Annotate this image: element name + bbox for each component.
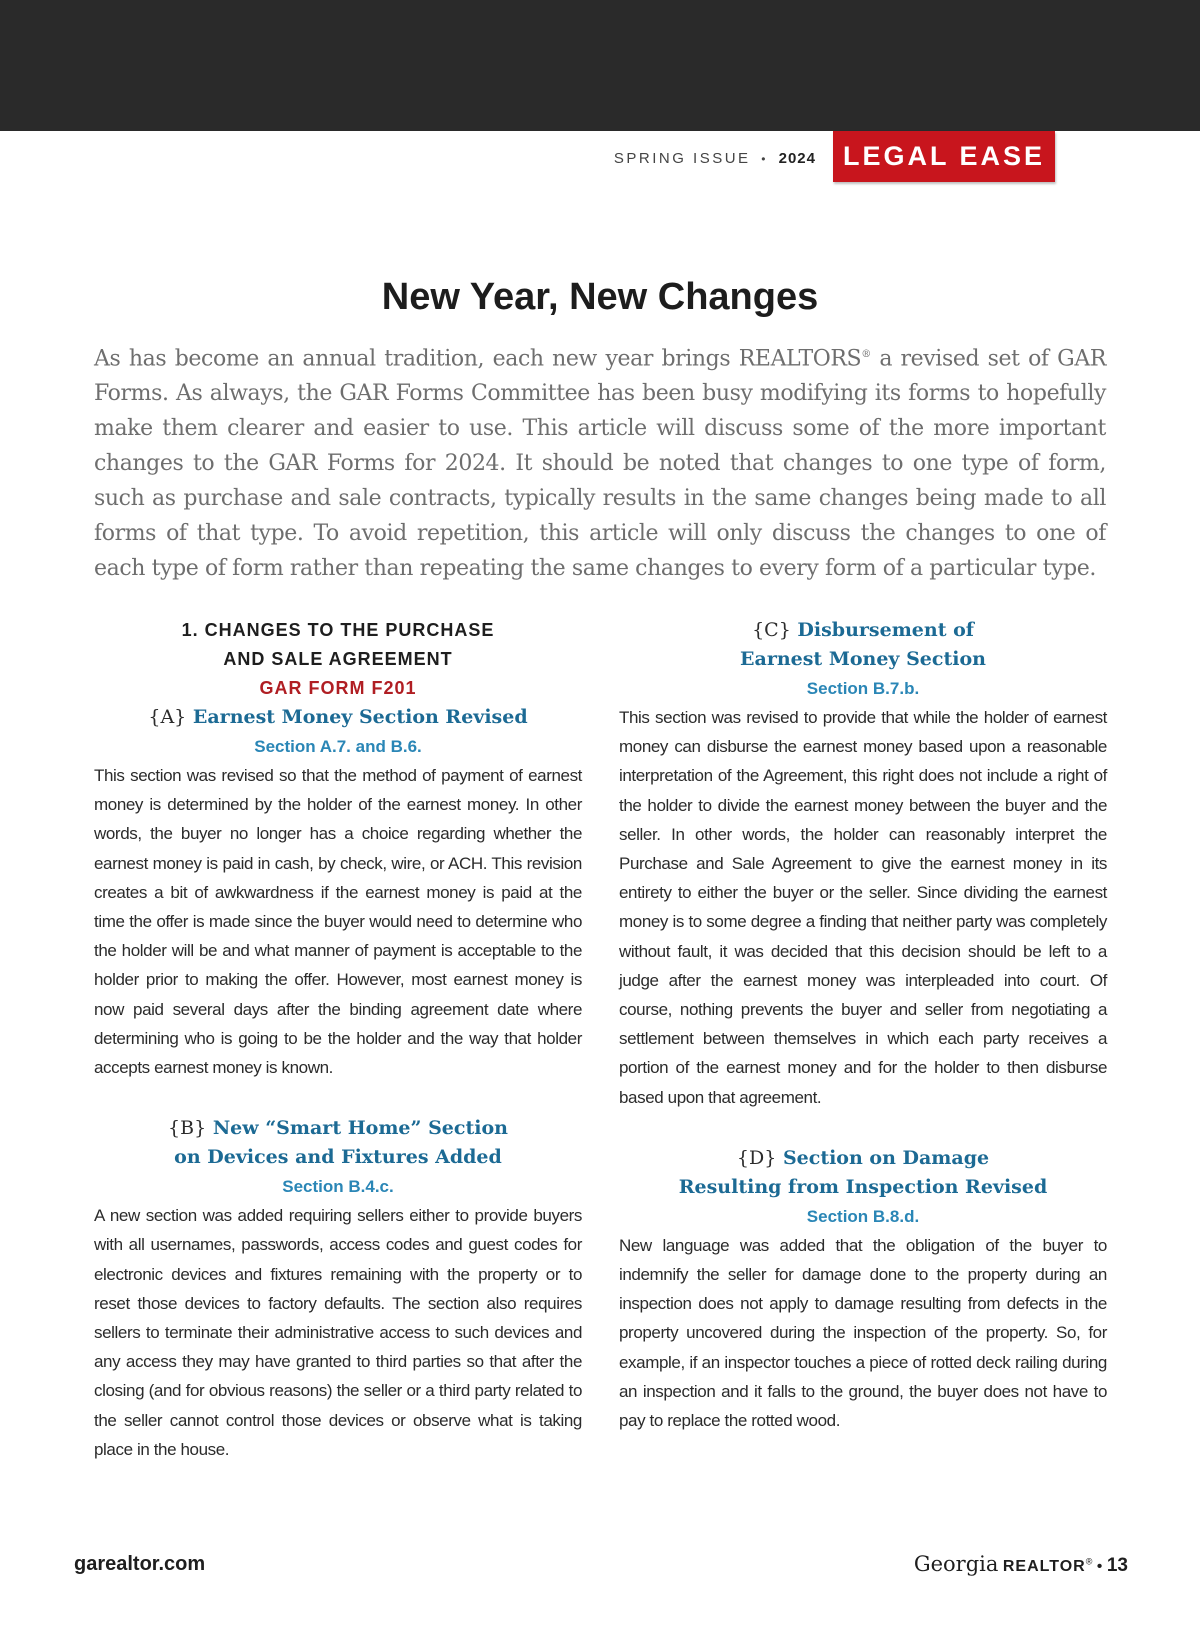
page-number: 13 bbox=[1106, 1555, 1128, 1576]
form-label: GAR FORM F201 bbox=[259, 678, 417, 698]
spacer bbox=[619, 1112, 1107, 1144]
subsection-c-body: This section was revised to provide that while the holder of earnest money can disburse the earnest money based upon a reasonable interpretation of the Agreement, this right does not include a right of the holder to divide the earnest money between the buyer and the seller. In other words, the holder can reasonably interpret the Purchase and Sale Agreement to give the earnest money in its entirety to either the buyer or the seller. Since dividing the earnest money is to some degree a finding that neither party was completely without fault, it was decided that this decision should be left to a judge after the earnest money was interpleaded into court. Of course, nothing prevents the buyer and seller from negotiating a settlement between themselves in which each party receives a portion of the earnest money and for the holder to then disburse based upon that agreement. bbox=[619, 708, 1107, 1107]
top-banner bbox=[0, 0, 1200, 131]
registered-mark: ® bbox=[861, 349, 871, 360]
subsection-c-title bbox=[619, 616, 1107, 645]
footer-publication bbox=[914, 1552, 1128, 1577]
article-intro bbox=[94, 337, 1106, 586]
right-column bbox=[619, 616, 1107, 1435]
issue-year: 2024 bbox=[778, 150, 816, 167]
subsection-a-title-text: Earnest Money Section Revised bbox=[192, 706, 528, 728]
subsection-a-body: This section was revised so that the method of payment of earnest money is determined by the holder of the earnest money. In other words, the buyer no longer has a choice regarding whether the earnest money is paid in cash, by check, wire, or ACH. This revision creates a bit of awkwardness if the earnest money is paid at the time the offer is made since the buyer would need to determine who the holder will be and what manner of payment is acceptable to the holder prior to making the offer. However, most earnest money is now paid several days after the binding agreement date where determining who is going to be the holder and the way that holder accepts earnest money is known. bbox=[94, 766, 582, 1078]
website-link[interactable]: garealtor.com bbox=[74, 1553, 206, 1575]
subsection-c-title-line2: Earnest Money Section bbox=[740, 648, 986, 670]
intro-text-rest: a revised set of GAR Forms. As always, the GAR Forms Committee has been busy modifying its forms to hopefully make them clearer and easier to use. This article will discuss some of the more important changes to the GAR Forms for 2024. It should be noted that changes to one type of form, such as purchase and sale contracts, typically results in the same changes being made to all forms of that type. To avoid repetition, this article will only discuss the changes to one of each type of form rather than repeating the same changes to every form of a particular type. bbox=[94, 346, 1106, 582]
issue-season: SPRING ISSUE bbox=[613, 150, 751, 167]
issue-label bbox=[614, 150, 816, 167]
subsection-b-title-line1: New “Smart Home” Section bbox=[212, 1117, 508, 1140]
subsection-b-body: A new section was added requiring sellers either to provide buyers with all usernames, passwords, access codes and guest codes for electronic devices and fixtures remaining with the property or to reset those devices to factory defaults. The section also requires sellers to terminate their administrative access to such devices and any access they may have granted to third parties so that after the closing (and for obvious reasons) the seller or a third party related to the seller cannot control those devices or observe what is taking place in the house. bbox=[94, 1206, 582, 1459]
subsection-c-letter: {C} bbox=[752, 619, 791, 641]
section-1-heading-line1: 1. CHANGES TO THE PURCHASE bbox=[181, 620, 495, 640]
subsection-c-title-line1: Disbursement of bbox=[797, 619, 974, 641]
subsection-b-letter: {B} bbox=[168, 1117, 207, 1140]
issue-separator: • bbox=[761, 152, 768, 166]
subsection-d-section-ref: Section B.8.d. bbox=[806, 1206, 920, 1226]
left-column bbox=[94, 616, 582, 1464]
subsection-a-letter: {A} bbox=[148, 706, 187, 728]
subsection-b-title-line2: on Devices and Fixtures Added bbox=[174, 1146, 502, 1169]
article-title: New Year, New Changes bbox=[381, 276, 819, 318]
subsection-a-title bbox=[94, 703, 582, 732]
subsection-a-section-ref: Section A.7. and B.6. bbox=[254, 737, 422, 756]
subsection-d-letter: {D} bbox=[736, 1146, 777, 1169]
subsection-d-title bbox=[619, 1144, 1107, 1173]
magazine-realtor: REALTOR bbox=[1002, 1558, 1086, 1575]
subsection-c-section-ref: Section B.7.b. bbox=[806, 679, 920, 698]
subsection-d-body: New language was added that the obligation of the buyer to indemnify the seller for damage done to the property during an inspection does not apply to damage resulting from defects in the property uncovered during the inspection of the property. So, for example, if an inspector touches a piece of rotted deck railing during an inspection and it falls to the ground, the buyer does not have to pay to replace the rotted wood. bbox=[619, 1235, 1107, 1431]
subsection-b-title bbox=[94, 1114, 582, 1143]
subsection-d-title-line1: Section on Damage bbox=[782, 1146, 990, 1169]
subsection-d-title-line2: Resulting from Inspection Revised bbox=[678, 1175, 1048, 1198]
spacer bbox=[94, 1082, 582, 1114]
intro-text-start: As has become an annual tradition, each new year brings REALTORS bbox=[94, 346, 862, 372]
footer-registered-mark: ® bbox=[1085, 1556, 1093, 1567]
footer-separator: • bbox=[1096, 1558, 1103, 1575]
magazine-name: Georgia bbox=[913, 1552, 999, 1576]
subsection-b-section-ref: Section B.4.c. bbox=[282, 1177, 394, 1197]
section-1-heading-line2: AND SALE AGREEMENT bbox=[223, 649, 453, 669]
section-badge: LEGAL EASE bbox=[833, 131, 1055, 182]
